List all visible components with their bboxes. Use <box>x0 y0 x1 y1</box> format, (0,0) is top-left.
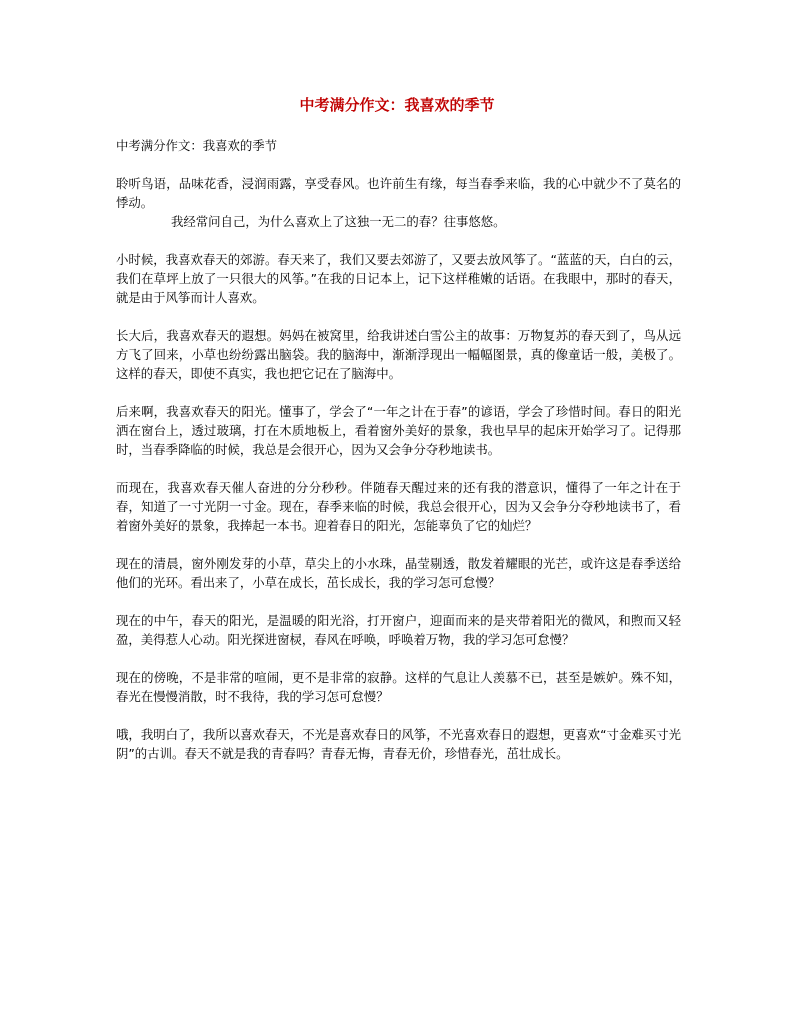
paragraph: 哦，我明白了，我所以喜欢春天，不光是喜欢春日的风筝，不光喜欢春日的遐想，更喜欢“寸金难买寸光阴”的古训。春天不就是我的青春吗？青春无悔，青春无价，珍惜春光，茁壮成长。 <box>116 727 681 761</box>
paragraph: 长大后，我喜欢春天的遐想。妈妈在被窝里，给我讲述白雪公主的故事：万物复苏的春天到了，鸟从远方飞了回来，小草也纷纷露出脑袋。我的脑海中，渐渐浮现出一幅幅图景，真的像童话一般，美极了。这样的春天，即使不真实，我也把它记在了脑海中。 <box>116 328 681 381</box>
paragraph: 后来啊，我喜欢春天的阳光。懂事了，学会了“一年之计在于春”的谚语，学会了珍惜时间。春日的阳光洒在窗台上，透过玻璃，打在木质地板上，看着窗外美好的景象，我也早早的起床开始学习了。记得那时，当春季降临的时候，我总是会很开心，因为又会争分夺秒地读书。 <box>116 404 681 457</box>
document-body <box>116 136 681 763</box>
paragraph: 而现在，我喜欢春天催人奋进的分分秒秒。伴随春天醒过来的还有我的潜意识，懂得了一年之计在于春，知道了一寸光阴一寸金。现在，春季来临的时候，我总会很开心，因为又会争分夺秒地读书了，看着窗外美好的景象，我捧起一本书。迎着春日的阳光，怎能辜负了它的灿烂？ <box>116 480 681 533</box>
page-title: 中考满分作文：我喜欢的季节 <box>299 96 495 114</box>
paragraph: 聆听鸟语，品味花香，浸润雨露，享受春风。也许前生有缘，每当春季来临，我的心中就少不了莫名的悸动。 <box>116 176 681 210</box>
paragraph: 我经常问自己，为什么喜欢上了这独一无二的春？往事悠悠。 <box>171 214 506 229</box>
paragraph: 小时候，我喜欢春天的郊游。春天来了，我们又要去郊游了，又要去放风筝了。“蓝蓝的天，白白的云，我们在草坪上放了一只很大的风筝。”在我的日记本上，记下这样稚嫩的话语。在我眼中，那时的春天，就是由于风筝而计人喜欢。 <box>116 252 681 305</box>
paragraph: 现在的清晨，窗外刚发芽的小草，草尖上的小水珠，晶莹剔透，散发着耀眼的光芒，或许这是春季送给他们的光环。看出来了，小草在成长，茁长成长，我的学习怎可怠慢？ <box>116 556 681 590</box>
paragraph: 现在的傍晚，不是非常的喧闹，更不是非常的寂静。这样的气息让人羡慕不已，甚至是嫉妒。殊不知，春光在慢慢消散，时不我待，我的学习怎可怠慢？ <box>116 670 681 704</box>
subtitle: 中考满分作文：我喜欢的季节 <box>116 138 278 153</box>
paragraph: 现在的中午，春天的阳光，是温暖的阳光浴，打开窗户，迎面而来的是夹带着阳光的微风，和煦而又轻盈，美得惹人心动。阳光探进窗棂，春风在呼唤，呼唤着万物，我的学习怎可怠慢？ <box>116 613 681 647</box>
